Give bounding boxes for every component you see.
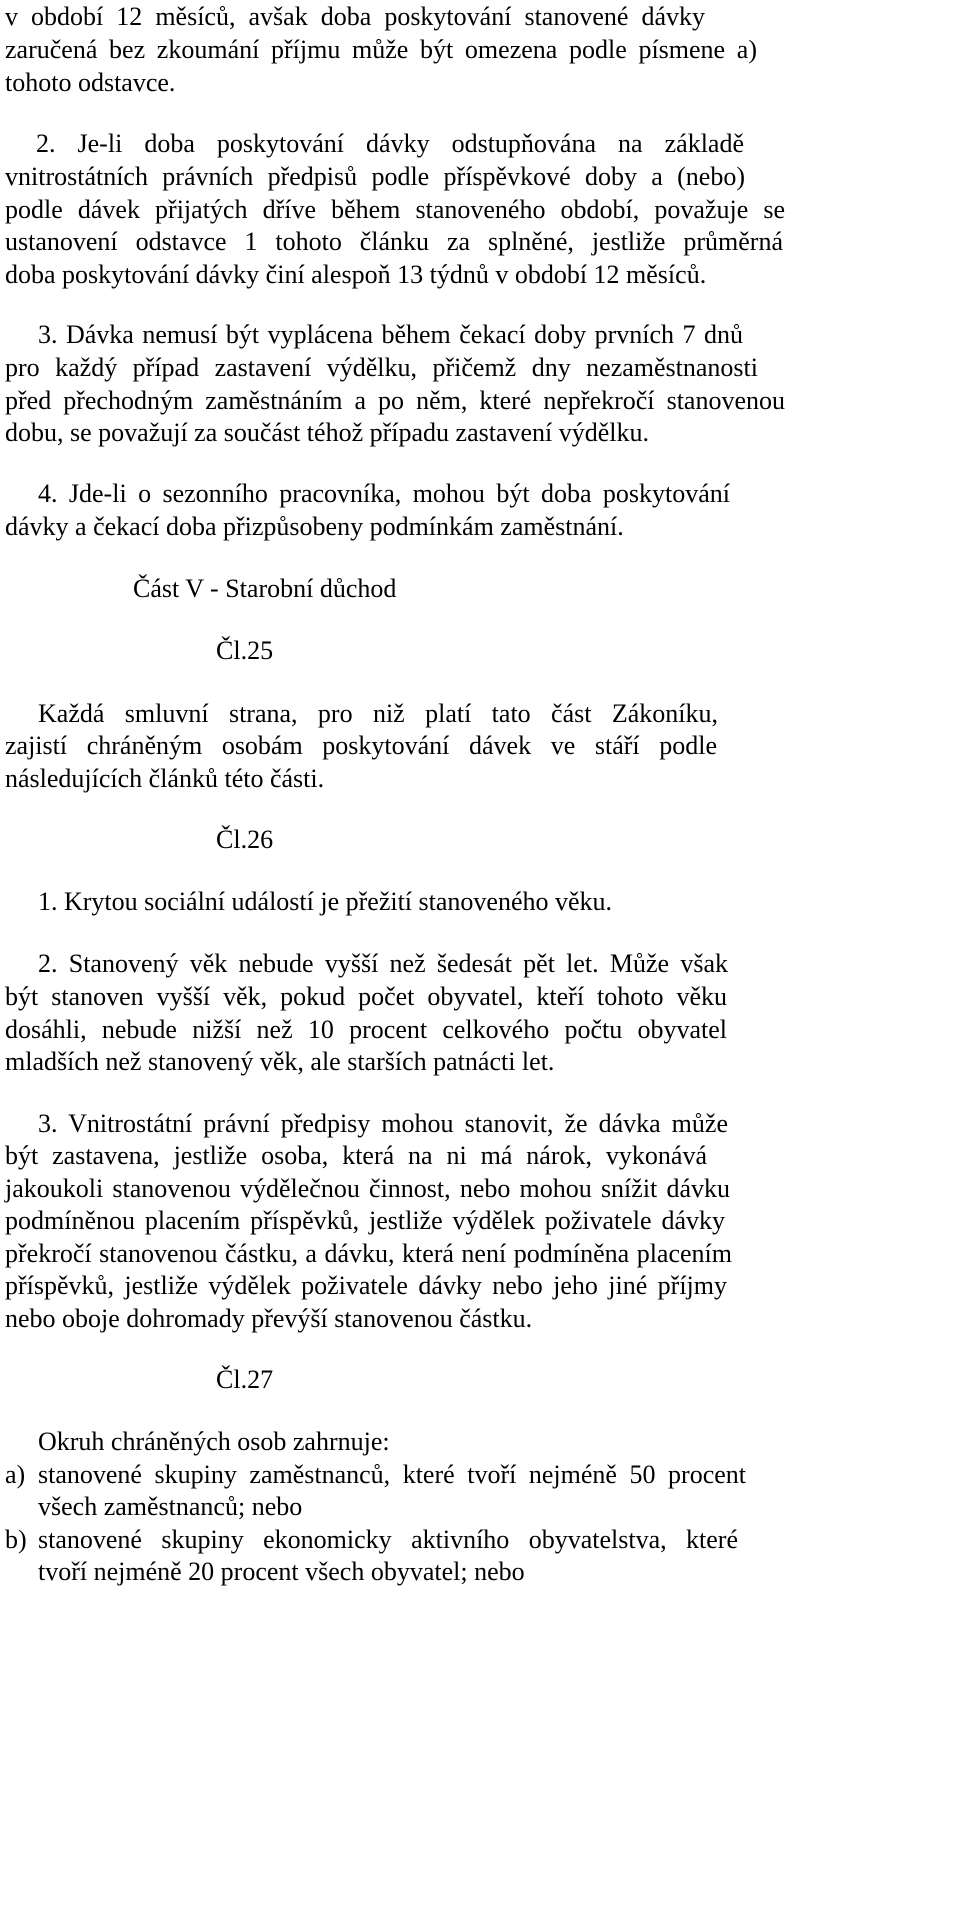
text-line: 2. Je-li doba poskytování dávky odstupňována na základě bbox=[36, 129, 744, 158]
article-27-intro: Okruh chráněných osob zahrnuje: bbox=[38, 1427, 390, 1456]
text-line: mladších než stanovený věk, ale starších patnácti let. bbox=[5, 1047, 555, 1076]
text-line: podle dávek přijatých dříve během stanoveného období, považuje se bbox=[5, 195, 785, 224]
list-item-label: b) bbox=[5, 1525, 27, 1554]
text-line: 2. Stanovený věk nebude vyšší než šedesát pět let. Může však bbox=[38, 949, 728, 978]
text-line: dosáhli, nebude nižší než 10 procent celkového počtu obyvatel bbox=[5, 1015, 727, 1044]
part-title: Část V - Starobní důchod bbox=[133, 574, 397, 603]
text-line: vnitrostátních právních předpisů podle příspěvkové doby a (nebo) bbox=[5, 162, 745, 191]
text-line: 3. Dávka nemusí být vyplácena během čekací doby prvních 7 dnů bbox=[38, 320, 743, 349]
article-26-paragraph-1: 1. Krytou sociální událostí je přežití stanoveného věku. bbox=[38, 887, 613, 916]
text-line: doba poskytování dávky činí alespoň 13 týdnů v období 12 měsíců. bbox=[5, 260, 707, 289]
article-heading-27: Čl.27 bbox=[216, 1365, 274, 1394]
text-line: tvoří nejméně 20 procent všech obyvatel; nebo bbox=[38, 1557, 525, 1586]
text-line: dávky a čekací doba přizpůsobeny podmínkám zaměstnání. bbox=[5, 512, 624, 541]
text-line: nebo oboje dohromady převýší stanovenou částku. bbox=[5, 1304, 533, 1333]
text-line: následujících článků této části. bbox=[5, 764, 325, 793]
text-line: 4. Jde-li o sezonního pracovníka, mohou být doba poskytování bbox=[38, 479, 730, 508]
text-line: stanovené skupiny zaměstnanců, které tvoří nejméně 50 procent bbox=[38, 1460, 746, 1489]
text-line: ustanovení odstavce 1 tohoto článku za splněné, jestliže průměrná bbox=[5, 227, 783, 256]
text-line: být zastavena, jestliže osoba, která na ni má nárok, vykonává bbox=[5, 1141, 707, 1170]
article-heading-25: Čl.25 bbox=[216, 636, 274, 665]
text-line: podmíněnou placením příspěvků, jestliže výdělek poživatele dávky bbox=[5, 1206, 725, 1235]
text-line: 3. Vnitrostátní právní předpisy mohou stanovit, že dávka může bbox=[38, 1109, 728, 1138]
text-line: příspěvků, jestliže výdělek poživatele dávky nebo jeho jiné příjmy bbox=[5, 1271, 727, 1300]
text-line: všech zaměstnanců; nebo bbox=[38, 1492, 303, 1521]
text-line: být stanoven vyšší věk, pokud počet obyvatel, kteří tohoto věku bbox=[5, 982, 727, 1011]
text-line: zajistí chráněným osobám poskytování dávek ve stáří podle bbox=[5, 731, 717, 760]
list-item-label: a) bbox=[5, 1460, 26, 1489]
text-line: jakoukoli stanovenou výdělečnou činnost, nebo mohou snížit dávku bbox=[5, 1174, 730, 1203]
text-line: stanovené skupiny ekonomicky aktivního obyvatelstva, které bbox=[38, 1525, 738, 1554]
text-line: pro každý případ zastavení výdělku, přičemž dny nezaměstnanosti bbox=[5, 353, 758, 382]
text-line: Každá smluvní strana, pro niž platí tato část Zákoníku, bbox=[38, 699, 718, 728]
text-line: překročí stanovenou částku, a dávku, která není podmíněna placením bbox=[5, 1239, 732, 1268]
article-heading-26: Čl.26 bbox=[216, 825, 274, 854]
text-line: zaručená bez zkoumání příjmu může být omezena podle písmene a) bbox=[5, 35, 757, 64]
text-line: tohoto odstavce. bbox=[5, 68, 176, 97]
text-line: v období 12 měsíců, avšak doba poskytování stanovené dávky bbox=[5, 2, 705, 31]
text-line: dobu, se považují za součást téhož případu zastavení výdělku. bbox=[5, 418, 650, 447]
text-line: před přechodným zaměstnáním a po něm, které nepřekročí stanovenou bbox=[5, 386, 785, 415]
